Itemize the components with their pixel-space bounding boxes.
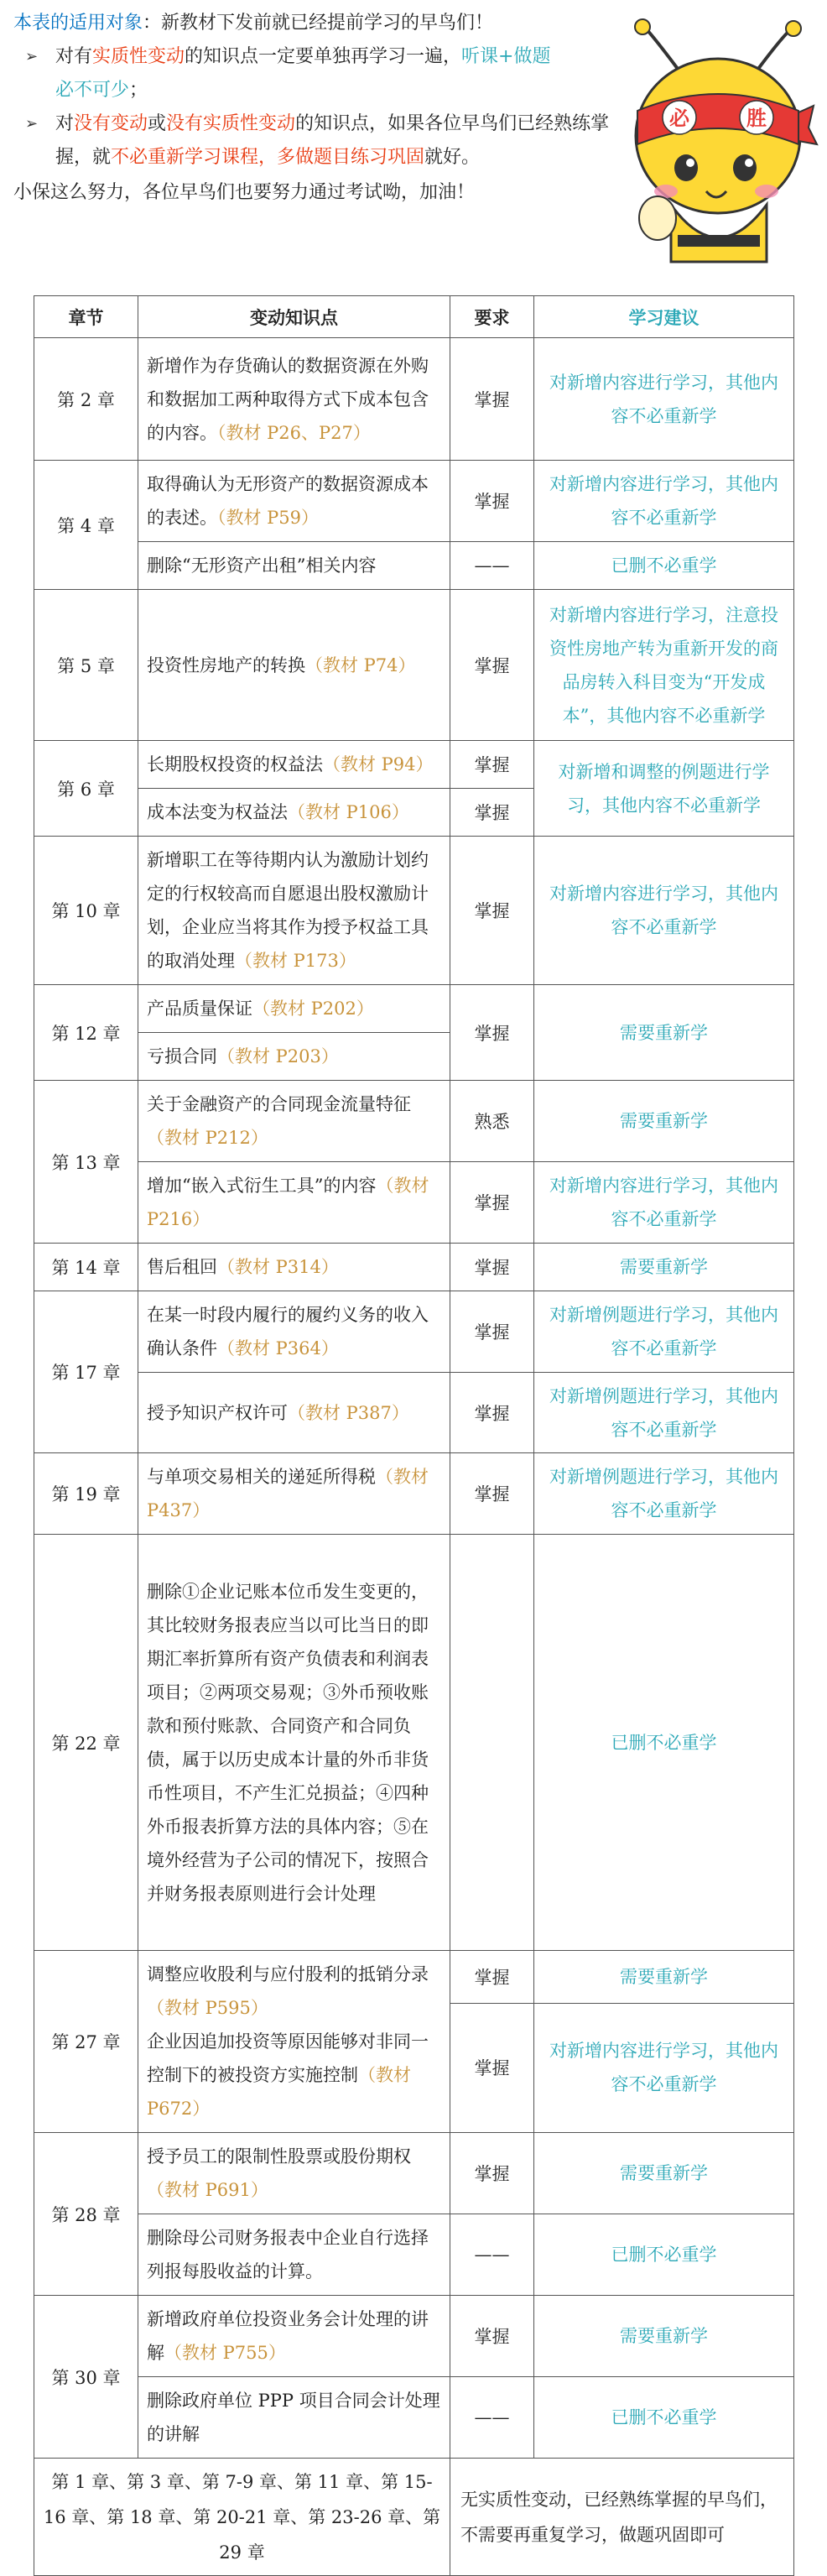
table-header-row — [34, 296, 794, 338]
table-row — [34, 1162, 794, 1244]
text-fragment: 的知识点一定要单独再学习一遍， — [185, 46, 462, 67]
requirement-cell: 掌握 — [450, 1453, 534, 1535]
requirement-cell: 掌握 — [450, 1291, 534, 1373]
textbook-ref: （教材 P203） — [217, 1046, 339, 1066]
point-text: 投资性房地产的转换 — [147, 654, 305, 675]
table-row — [34, 2214, 794, 2296]
advice-cell: 需要重新学 — [534, 985, 794, 1081]
unchanged-advice-cell: 无实质性变动，已经熟练掌握的早鸟们，不需要再重复学习，做题巩固即可 — [450, 2459, 794, 2576]
point-text: 新增作为存货确认的数据资源在外购和数据加工两种取得方式下成本包含的内容。 — [147, 355, 429, 443]
advice-cell: 对新增例题进行学习，其他内容不必重新学 — [534, 1373, 794, 1453]
textbook-ref: （教材 P691） — [147, 2180, 268, 2200]
requirement-cell — [450, 1535, 534, 1951]
highlight-substantive-change: 实质性变动 — [92, 46, 185, 67]
textbook-ref: （教材 P74） — [305, 654, 416, 675]
unchanged-chapters-cell: 第 1 章、第 3 章、第 7-9 章、第 11 章、第 15-16 章、第 18 章、第 20-21 章、第 23-26 章、第 29 章 — [34, 2459, 450, 2576]
text-fragment: 或 — [148, 113, 167, 134]
antenna-right — [758, 29, 792, 69]
knowledge-point-cell — [138, 2133, 450, 2214]
knowledge-point-cell — [138, 985, 450, 1033]
table-row — [34, 1373, 794, 1453]
table-row — [34, 338, 794, 461]
point-text: 成本法变为权益法 — [147, 802, 288, 822]
table-row — [34, 837, 794, 985]
table-row — [34, 1291, 794, 1373]
chapter-cell: 第 19 章 — [34, 1453, 138, 1535]
antenna-left-tip — [635, 19, 650, 34]
highlight-indispensable: 必不可少 — [55, 80, 130, 101]
text-fragment: 对 — [55, 113, 75, 134]
header-study-advice: 学习建议 — [534, 296, 794, 338]
textbook-ref: （教材 P173） — [235, 951, 356, 971]
knowledge-point-cell — [138, 338, 450, 461]
chapter-cell: 第 14 章 — [34, 1244, 138, 1291]
knowledge-point-cell: 删除①企业记账本位币发生变更的，其比较财务报表应当以可比当日的即期汇率折算所有资产负债表和利润表项目；②两项交易观；③外币预收账款和预付账款、合同资产和合同负债，属于以历史成本计量的外币非货币性项目，不产生汇兑损益；④四种外币报表折算方法的具体内容；⑤在境外经营为子公司的情况下，按照合并财务报表原则进行会计处理 — [138, 1535, 450, 1951]
table-row — [34, 590, 794, 741]
advice-cell: 需要重新学 — [534, 2133, 794, 2214]
knowledge-point-cell — [138, 1291, 450, 1373]
arrow-bullet-icon: ➢ — [25, 48, 39, 65]
advice-cell: 对新增内容进行学习，其他内容不必重新学 — [534, 461, 794, 542]
eye-left-shine — [686, 159, 694, 167]
advice-cell: 已删不必重学 — [534, 542, 794, 590]
eye-right-shine — [745, 159, 753, 167]
intro-closing: 小保这么努力，各位早鸟们也要努力通过考试呦，加油！ — [13, 182, 476, 203]
requirement-cell: 掌握 — [450, 338, 534, 461]
point-text: 长期股权投资的权益法 — [147, 754, 323, 774]
headband-char-right: 胜 — [746, 107, 767, 130]
textbook-ref: （教材 P94） — [323, 754, 434, 774]
knowledge-point-cell — [138, 461, 450, 542]
requirement-cell: 掌握 — [450, 461, 534, 542]
highlight-practice-advice: 不必重新学习课程，多做题目练习巩固 — [111, 147, 425, 168]
textbook-ref: （教材 P595） — [147, 1998, 268, 2018]
table-row — [34, 2377, 794, 2459]
antenna-right-tip — [786, 21, 801, 36]
requirement-cell: —— — [450, 542, 534, 590]
point-text: 授予员工的限制性股票或股份期权 — [147, 2146, 411, 2167]
knowledge-point-cell — [138, 1033, 450, 1081]
eye-left — [674, 154, 698, 181]
requirement-cell: 熟悉 — [450, 1081, 534, 1162]
table-row — [34, 1453, 794, 1535]
textbook-ref: （教材 P59） — [217, 508, 320, 528]
requirement-cell: 掌握 — [450, 1373, 534, 1453]
audience-label: 本表的适用对象 — [13, 13, 143, 34]
knowledge-point-cell — [138, 1244, 450, 1291]
header-knowledge-point: 变动知识点 — [138, 296, 450, 338]
advice-cell: 对新增内容进行学习，其他内容不必重新学 — [534, 1162, 794, 1244]
antenna-left — [644, 27, 678, 69]
textbook-ref: （教材 P364） — [217, 1338, 339, 1358]
table-row — [34, 1535, 794, 1951]
requirement-cell: 掌握 — [450, 2296, 534, 2377]
requirement-cell: 掌握 — [450, 1162, 534, 1244]
point-text: 企业因追加投资等原因能够对非同一控制下的被投资方实施控制 — [147, 2031, 429, 2085]
textbook-ref: （教材 P216） — [147, 1176, 429, 1229]
advice-cell: 对新增例题进行学习，其他内容不必重新学 — [534, 1453, 794, 1535]
knowledge-point-cell — [138, 590, 450, 741]
table-row — [34, 2296, 794, 2377]
textbook-ref: （教材 P437） — [147, 1467, 429, 1520]
point-text: 新增政府单位投资业务会计处理的讲解 — [147, 2309, 429, 2363]
advice-cell: 对新增例题进行学习，其他内容不必重新学 — [534, 1291, 794, 1373]
chapter-cell: 第 30 章 — [34, 2296, 138, 2459]
text-fragment: ； — [129, 80, 148, 101]
point-text: 在某一时段内履行的履约义务的收入确认条件 — [147, 1305, 429, 1358]
text-fragment: 对有 — [55, 46, 93, 67]
audience-text: ：新教材下发前就已经提前学习的早鸟们！ — [143, 13, 494, 34]
header-chapter: 章节 — [34, 296, 138, 338]
knowledge-point-cell — [138, 1951, 450, 2133]
requirement-cell: 掌握 — [450, 1244, 534, 1291]
arrow-bullet-icon: ➢ — [25, 115, 39, 133]
knowledge-point-cell: 删除母公司财务报表中企业自行选择列报每股收益的计算。 — [138, 2214, 450, 2296]
intro-section — [13, 7, 617, 210]
requirement-cell: 掌握 — [450, 789, 534, 837]
point-text: 授予知识产权许可 — [147, 1402, 288, 1423]
advice-cell: 已删不必重学 — [534, 1535, 794, 1951]
text-fragment: 就好。 — [424, 147, 481, 168]
advice-cell: 对新增内容进行学习，其他内容不必重新学 — [534, 837, 794, 985]
knowledge-point-cell: 删除“无形资产出租”相关内容 — [138, 542, 450, 590]
chapter-cell: 第 10 章 — [34, 837, 138, 985]
advice-cell: 对新增内容进行学习，其他内容不必重新学 — [534, 338, 794, 461]
chapter-cell: 第 5 章 — [34, 590, 138, 741]
knowledge-point-cell — [138, 1453, 450, 1535]
advice-cell: 对新增内容进行学习，注意投资性房地产转为重新开发的商品房转入科目变为“开发成本”，其他内容不必重新学 — [534, 590, 794, 741]
requirement-cell: 掌握 — [450, 985, 534, 1081]
textbook-ref: （教材 P106） — [288, 802, 409, 822]
knowledge-point-cell: 删除政府单位 PPP 项目合同会计处理的讲解 — [138, 2377, 450, 2459]
intro-bullet-2 — [13, 107, 617, 175]
chapter-cell: 第 4 章 — [34, 461, 138, 590]
textbook-changes-table — [34, 295, 794, 2576]
text-fragment: 的知识点，如果各位早鸟们已经熟练掌握，就 — [55, 113, 610, 168]
header-requirement: 要求 — [450, 296, 534, 338]
requirement-cell: 掌握 — [450, 837, 534, 985]
headband-char-left: 必 — [669, 107, 689, 130]
requirement-cell: —— — [450, 2377, 534, 2459]
table-row — [34, 542, 794, 590]
knowledge-point-cell — [138, 741, 450, 789]
table-row — [34, 1244, 794, 1291]
chapter-cell: 第 28 章 — [34, 2133, 138, 2296]
point-text: 与单项交易相关的递延所得税 — [147, 1467, 376, 1487]
chapter-cell: 第 12 章 — [34, 985, 138, 1081]
chapter-cell: 第 13 章 — [34, 1081, 138, 1244]
point-text: 售后租回 — [147, 1257, 217, 1277]
intro-bullet-1 — [13, 40, 617, 107]
requirement-cell: 掌握 — [450, 1951, 534, 2004]
eye-right — [733, 154, 757, 181]
advice-cell: 已删不必重学 — [534, 2214, 794, 2296]
table-row — [34, 2133, 794, 2214]
point-text: 调整应收股利与应付股利的抵销分录 — [147, 1964, 429, 1984]
textbook-ref: （教材 P314） — [217, 1257, 339, 1277]
advice-cell: 需要重新学 — [534, 2296, 794, 2377]
textbook-ref: （教材 P26、P27） — [217, 422, 371, 443]
point-text: 亏损合同 — [147, 1046, 217, 1066]
body-stripe — [678, 235, 760, 247]
bee-hand — [639, 196, 676, 240]
advice-cell: 需要重新学 — [534, 1081, 794, 1162]
advice-cell: 需要重新学 — [534, 1244, 794, 1291]
cheek-right — [755, 185, 778, 198]
point-text: 产品质量保证 — [147, 999, 252, 1019]
table-row — [34, 741, 794, 789]
requirement-cell: 掌握 — [450, 2133, 534, 2214]
textbook-ref: （教材 P672） — [147, 2065, 411, 2119]
knowledge-point-cell — [138, 837, 450, 985]
point-text: 增加“嵌入式衍生工具”的内容 — [147, 1176, 377, 1196]
headband-tail — [798, 106, 817, 144]
requirement-cell: 掌握 — [450, 2003, 534, 2132]
intro-line-audience — [13, 7, 617, 40]
bee-mascot-illustration — [619, 18, 817, 270]
advice-cell: 对新增内容进行学习，其他内容不必重新学 — [534, 2003, 794, 2132]
point-text: 取得确认为无形资产的数据资源成本的表述。 — [147, 474, 429, 528]
knowledge-point-cell — [138, 789, 450, 837]
knowledge-point-cell — [138, 2296, 450, 2377]
requirement-cell: 掌握 — [450, 741, 534, 789]
advice-cell: 对新增和调整的例题进行学习，其他内容不必重新学 — [534, 741, 794, 837]
chapter-cell: 第 22 章 — [34, 1535, 138, 1951]
highlight-lecture-practice: 听课+做题 — [461, 46, 551, 67]
table-row — [34, 1081, 794, 1162]
chapter-cell: 第 27 章 — [34, 1951, 138, 2133]
chapter-cell: 第 2 章 — [34, 338, 138, 461]
highlight-no-change: 没有变动 — [74, 113, 148, 134]
table-row — [34, 1951, 794, 2004]
requirement-cell: 掌握 — [450, 590, 534, 741]
textbook-ref: （教材 P755） — [164, 2343, 286, 2363]
knowledge-point-cell — [138, 1081, 450, 1162]
knowledge-point-cell — [138, 1162, 450, 1244]
table-footer-row — [34, 2459, 794, 2576]
textbook-ref: （教材 P387） — [288, 1402, 409, 1423]
point-text: 新增职工在等待期内认为激励计划约定的行权较高而自愿退出股权激励计划，企业应当将其作为授予权益工具的取消处理 — [147, 850, 429, 971]
highlight-no-substantive-change: 没有实质性变动 — [166, 113, 296, 134]
table-row — [34, 985, 794, 1033]
chapter-cell: 第 6 章 — [34, 741, 138, 837]
point-text: 关于金融资产的合同现金流量特征 — [147, 1094, 411, 1114]
textbook-ref: （教材 P202） — [252, 999, 374, 1019]
chapter-cell: 第 17 章 — [34, 1291, 138, 1453]
advice-cell: 需要重新学 — [534, 1951, 794, 2004]
advice-cell: 已删不必重学 — [534, 2377, 794, 2459]
requirement-cell: —— — [450, 2214, 534, 2296]
knowledge-point-cell — [138, 1373, 450, 1453]
table-row — [34, 461, 794, 542]
textbook-ref: （教材 P212） — [147, 1128, 268, 1148]
